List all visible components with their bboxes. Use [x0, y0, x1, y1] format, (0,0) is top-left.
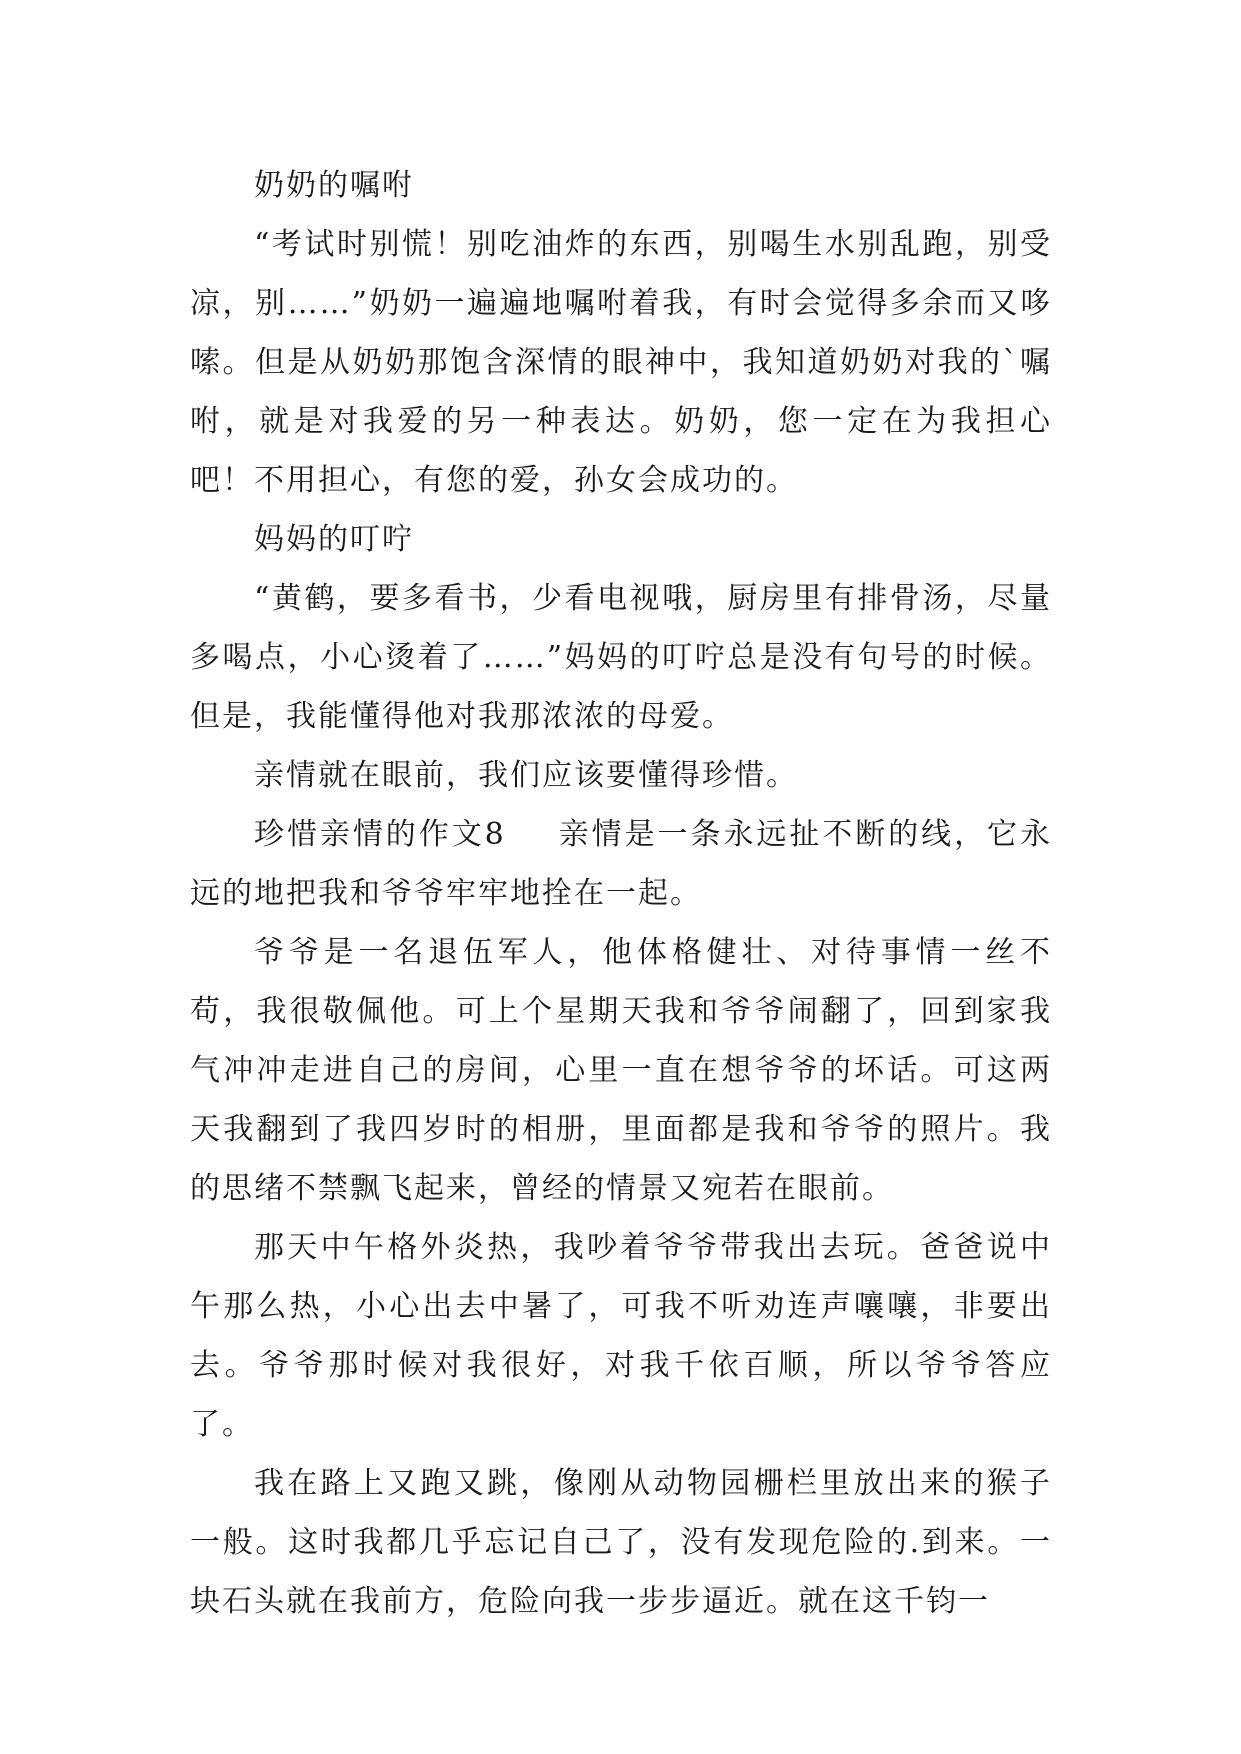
paragraph-grandpa-intro: 爷爷是一名退伍军人，他体格健壮、对待事情一丝不苟，我很敬佩他。可上个星期天我和爷爷闹翻了，回到家我气冲冲走进自己的房间，心里一直在想爷爷的坏话。可这两天我翻到了我四岁时的相册，里面都是我和爷爷的照片。我的思绪不禁飘飞起来，曾经的情景又宛若在眼前。: [190, 935, 1052, 1206]
paragraph-on-the-road: 我在路上又跑又跳，像刚从动物园栅栏里放出来的猴子一般。这时我都几乎忘记自己了，没有发现危险的.到来。一块石头就在我前方，危险向我一步步逼近。就在这千钧一: [190, 1466, 1052, 1619]
section-heading-mom: 妈妈的叮咛: [254, 522, 414, 557]
paragraph-hot-noon: 那天中午格外炎热，我吵着爷爷带我出去玩。爸爸说中午那么热，小心出去中暑了，可我不听劝连声嚷嚷，非要出去。爷爷那时候对我很好，对我千依百顺，所以爷爷答应了。: [190, 1230, 1052, 1442]
paragraph-grandma: “考试时别慌！别吃油炸的东西，别喝生水别乱跑，别受凉，别……”奶奶一遍遍地嘱咐着我，有时会觉得多余而又哆嗦。但是从奶奶那饱含深情的眼神中，我知道奶奶对我的`嘱咐，就是对我爱的另一种表达。奶奶，您一定在为我担心吧！不用担心，有您的爱，孙女会成功的。: [190, 227, 1052, 498]
essay-intro-paragraph: [190, 805, 1052, 923]
essay-title: 珍惜亲情的作文8: [254, 817, 506, 852]
section-heading-grandma: 奶奶的嘱咐: [254, 168, 414, 203]
document-body: [190, 156, 1052, 1631]
paragraph-conclusion: 亲情就在眼前，我们应该要懂得珍惜。: [254, 758, 798, 793]
paragraph-mom: “黄鹤，要多看书，少看电视哦，厨房里有排骨汤，尽量多喝点，小心烫着了……”妈妈的叮咛总是没有句号的时候。但是，我能懂得他对我那浓浓的母爱。: [190, 581, 1052, 734]
essay-opening: 亲情是一条永远扯不断的线，它永远的地把我和爷爷牢牢地拴在一起。: [190, 817, 1053, 911]
